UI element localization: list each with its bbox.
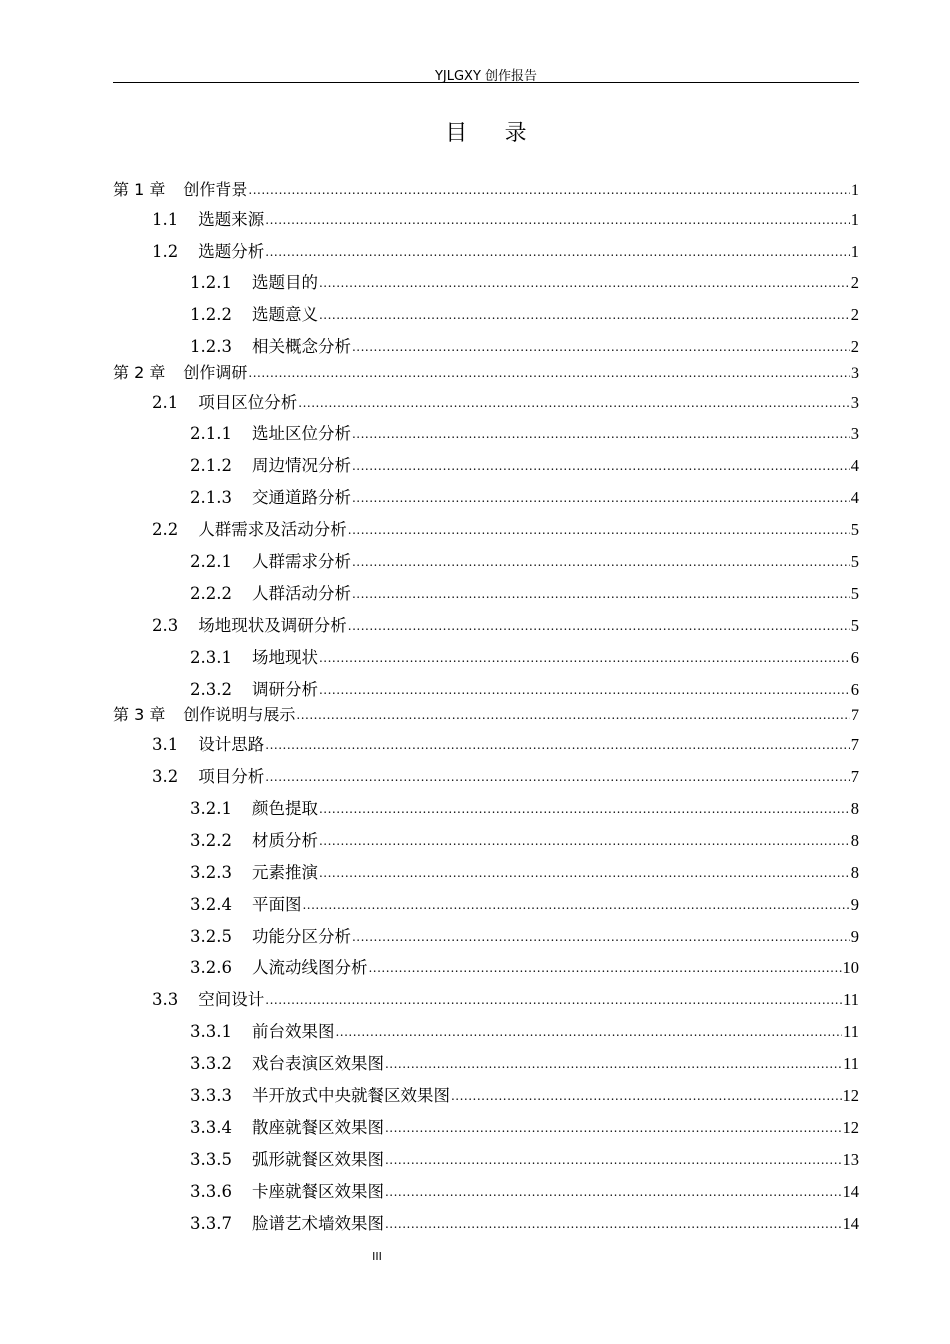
- toc-leader-dots: [248, 179, 850, 201]
- toc-leader-dots: [352, 455, 850, 477]
- toc-entry-number: 1.2.3: [190, 337, 232, 356]
- toc-entry[interactable]: [0, 1213, 859, 1235]
- toc-entry-title: 卡座就餐区效果图: [251, 1182, 384, 1201]
- toc-entry-number: 3.2.4: [190, 895, 232, 914]
- toc-leader-dots: [385, 1181, 842, 1203]
- toc-entry[interactable]: [0, 362, 859, 384]
- toc-entry-title: 创作调研: [183, 363, 248, 382]
- toc-entry-title: 选题目的: [251, 273, 318, 292]
- toc-entry-title: 人群活动分析: [251, 584, 351, 603]
- toc-entry-page: 1: [850, 210, 859, 229]
- toc-entry[interactable]: [0, 1021, 859, 1043]
- toc-entry-title: 项目分析: [198, 767, 265, 786]
- toc-entry-page: 7: [850, 735, 859, 754]
- toc-entry[interactable]: [0, 179, 859, 201]
- toc-entry-page: 5: [850, 520, 859, 539]
- toc-entry-number: 3.1: [152, 735, 179, 754]
- toc-entry[interactable]: [0, 704, 859, 726]
- toc-entry-page: 6: [850, 680, 859, 699]
- toc-entry-title: 平面图: [251, 895, 302, 914]
- toc-entry-title: 选题分析: [198, 242, 265, 261]
- toc-leader-dots: [319, 679, 850, 701]
- toc-entry-page: 5: [850, 584, 859, 603]
- toc-entry-title: 功能分区分析: [251, 927, 351, 946]
- toc-entry-title: 人群需求分析: [251, 552, 351, 571]
- toc-leader-dots: [352, 487, 850, 509]
- toc-entry-page: 12: [842, 1086, 859, 1105]
- toc-entry[interactable]: [0, 551, 859, 573]
- toc-entry-title: 散座就餐区效果图: [251, 1118, 384, 1137]
- toc-entry[interactable]: [0, 392, 859, 414]
- toc-entry-number: 2.1.2: [190, 456, 232, 475]
- toc-entry[interactable]: [0, 1085, 859, 1107]
- header-text: YJLGXY 创作报告: [434, 69, 538, 84]
- toc-leader-dots: [348, 519, 850, 541]
- toc-entry[interactable]: [0, 957, 859, 979]
- toc-leader-dots: [319, 830, 850, 852]
- toc-leader-dots: [352, 583, 850, 605]
- toc-entry-title: 项目区位分析: [198, 393, 298, 412]
- toc-entry-page: 8: [850, 799, 859, 818]
- toc-entry-number: 3.3.5: [190, 1150, 232, 1169]
- toc-entry-number: 2.3.1: [190, 648, 232, 667]
- toc-leader-dots: [319, 862, 850, 884]
- toc-entry[interactable]: [0, 241, 859, 263]
- toc-entry-title: 元素推演: [251, 863, 318, 882]
- toc-entry-page: 12: [842, 1118, 859, 1137]
- toc-entry-number: 第 1 章: [113, 180, 166, 199]
- header-rule: [113, 82, 859, 83]
- toc-entry[interactable]: [0, 1149, 859, 1171]
- toc-entry-page: 4: [850, 488, 859, 507]
- toc-entry-number: 2.1.3: [190, 488, 232, 507]
- toc-entry-number: 第 3 章: [113, 705, 166, 724]
- toc-leader-dots: [298, 392, 850, 414]
- toc-entry-title: 脸谱艺术墙效果图: [251, 1214, 384, 1233]
- toc-entry-title: 交通道路分析: [251, 488, 351, 507]
- toc-entry[interactable]: [0, 926, 859, 948]
- toc-leader-dots: [319, 798, 850, 820]
- toc-entry[interactable]: [0, 209, 859, 231]
- toc-entry-title: 相关概念分析: [251, 337, 351, 356]
- toc-entry[interactable]: [0, 272, 859, 294]
- toc-entry-page: 4: [850, 456, 859, 475]
- toc-entry-page: 9: [850, 927, 859, 946]
- toc-entry-page: 8: [850, 863, 859, 882]
- toc-entry-page: 14: [842, 1214, 859, 1233]
- toc-leader-dots: [335, 1021, 842, 1043]
- toc-entry-title: 创作背景: [183, 180, 248, 199]
- toc-entry-page: 5: [850, 616, 859, 635]
- toc-entry-page: 7: [850, 767, 859, 786]
- toc-entry-page: 11: [843, 1022, 859, 1041]
- toc-entry[interactable]: [0, 830, 859, 852]
- toc-entry-number: 3.3: [152, 990, 179, 1009]
- toc-entry-page: 13: [842, 1150, 859, 1169]
- toc-entry[interactable]: [0, 989, 859, 1011]
- toc-entry-title: 戏台表演区效果图: [251, 1054, 384, 1073]
- toc-entry[interactable]: [0, 1053, 859, 1075]
- toc-entry-page: 6: [850, 648, 859, 667]
- toc-entry-page: 3: [851, 365, 859, 382]
- toc-entry-page: 2: [850, 305, 859, 324]
- toc-entry-number: 2.1: [152, 393, 179, 412]
- toc-entry-page: 9: [850, 895, 859, 914]
- toc-entry-title: 材质分析: [251, 831, 318, 850]
- toc-entry-number: 2.3: [152, 616, 179, 635]
- toc-entry-number: 3.2.3: [190, 863, 232, 882]
- toc-entry-page: 10: [842, 958, 859, 977]
- toc-leader-dots: [319, 647, 850, 669]
- toc-entry-page: 14: [842, 1182, 859, 1201]
- toc-entry-page: 2: [850, 273, 859, 292]
- toc-entry-title: 场地现状: [251, 648, 318, 667]
- toc-leader-dots: [319, 304, 850, 326]
- toc-entry-page: 7: [851, 707, 859, 724]
- toc-entry-title: 弧形就餐区效果图: [251, 1150, 384, 1169]
- toc-leader-dots: [352, 423, 850, 445]
- toc-entry-page: 1: [850, 242, 859, 261]
- toc-entry-title: 设计思路: [198, 735, 265, 754]
- toc-leader-dots: [265, 734, 850, 756]
- toc-leader-dots: [385, 1213, 842, 1235]
- toc-entry-page: 3: [850, 424, 859, 443]
- toc-entry[interactable]: [0, 455, 859, 477]
- toc-title: 目录: [445, 121, 565, 146]
- toc-entry-title: 创作说明与展示: [183, 705, 296, 724]
- toc-entry[interactable]: [0, 1117, 859, 1139]
- toc-leader-dots: [265, 766, 850, 788]
- toc-entry-number: 3.3.7: [190, 1214, 232, 1233]
- toc-entry-number: 2.2.1: [190, 552, 232, 571]
- toc-leader-dots: [265, 989, 842, 1011]
- toc-entry-page: 3: [850, 393, 859, 412]
- toc-leader-dots: [265, 241, 850, 263]
- toc-entry-number: 2.2: [152, 520, 179, 539]
- toc-entry-page: 1: [851, 182, 859, 199]
- toc-entry-number: 3.2.5: [190, 927, 232, 946]
- toc-leader-dots: [352, 336, 850, 358]
- toc-entry-number: 1.2.2: [190, 305, 232, 324]
- toc-leader-dots: [265, 209, 850, 231]
- toc-entry-number: 1.2.1: [190, 273, 232, 292]
- toc-entry-number: 1.1: [152, 210, 179, 229]
- toc-leader-dots: [302, 894, 849, 916]
- toc-entry[interactable]: [0, 862, 859, 884]
- toc-entry-number: 3.3.6: [190, 1182, 232, 1201]
- toc-entry[interactable]: [0, 519, 859, 541]
- toc-entry[interactable]: [0, 894, 859, 916]
- toc-entry-page: 5: [850, 552, 859, 571]
- toc-entry-number: 2.1.1: [190, 424, 232, 443]
- toc-entry-number: 3.3.2: [190, 1054, 232, 1073]
- toc-entry[interactable]: [0, 647, 859, 669]
- toc-entry-title: 选题来源: [198, 210, 265, 229]
- toc-entry[interactable]: [0, 304, 859, 326]
- toc-entry-number: 3.3.4: [190, 1118, 232, 1137]
- page-number: III: [372, 1250, 382, 1263]
- toc-entry-title: 调研分析: [251, 680, 318, 699]
- toc-leader-dots: [385, 1149, 842, 1171]
- toc-entry-page: 2: [850, 337, 859, 356]
- toc-leader-dots: [348, 615, 850, 637]
- toc-entry-number: 3.2.1: [190, 799, 232, 818]
- toc-entry-number: 1.2: [152, 242, 179, 261]
- toc-leader-dots: [385, 1053, 842, 1075]
- toc-entry[interactable]: [0, 1181, 859, 1203]
- toc-entry-number: 3.3.3: [190, 1086, 232, 1105]
- toc-entry-title: 空间设计: [198, 990, 265, 1009]
- toc-entry-title: 半开放式中央就餐区效果图: [251, 1086, 450, 1105]
- toc-entry[interactable]: [0, 615, 859, 637]
- toc-entry[interactable]: [0, 679, 859, 701]
- toc-entry-title: 场地现状及调研分析: [198, 616, 347, 635]
- toc-entry-title: 前台效果图: [251, 1022, 335, 1041]
- toc-entry-page: 11: [843, 990, 859, 1009]
- toc-leader-dots: [352, 926, 850, 948]
- toc-entry-title: 选址区位分析: [251, 424, 351, 443]
- toc-entry-number: 3.2.2: [190, 831, 232, 850]
- toc-entry-page: 11: [843, 1054, 859, 1073]
- toc-entry-number: 2.2.2: [190, 584, 232, 603]
- toc-entry-title: 周边情况分析: [251, 456, 351, 475]
- toc-entry-number: 3.2: [152, 767, 179, 786]
- toc-leader-dots: [296, 704, 850, 726]
- toc-entry-number: 第 2 章: [113, 363, 166, 382]
- toc-leader-dots: [368, 957, 841, 979]
- toc-entry-title: 选题意义: [251, 305, 318, 324]
- toc-leader-dots: [248, 362, 850, 384]
- toc-entry[interactable]: [0, 336, 859, 358]
- toc-entry[interactable]: [0, 487, 859, 509]
- toc-entry[interactable]: [0, 583, 859, 605]
- toc-entry-number: 3.2.6: [190, 958, 232, 977]
- toc-entry-page: 8: [850, 831, 859, 850]
- toc-entry-title: 人流动线图分析: [251, 958, 368, 977]
- toc-entry-title: 人群需求及活动分析: [198, 520, 347, 539]
- toc-leader-dots: [352, 551, 850, 573]
- toc-entry[interactable]: [0, 766, 859, 788]
- toc-entry[interactable]: [0, 423, 859, 445]
- toc-entry[interactable]: [0, 734, 859, 756]
- toc-entry-title: 颜色提取: [251, 799, 318, 818]
- toc-entry-number: 3.3.1: [190, 1022, 232, 1041]
- toc-leader-dots: [451, 1085, 842, 1107]
- toc-leader-dots: [385, 1117, 842, 1139]
- toc-entry-number: 2.3.2: [190, 680, 232, 699]
- toc-leader-dots: [319, 272, 850, 294]
- toc-entry[interactable]: [0, 798, 859, 820]
